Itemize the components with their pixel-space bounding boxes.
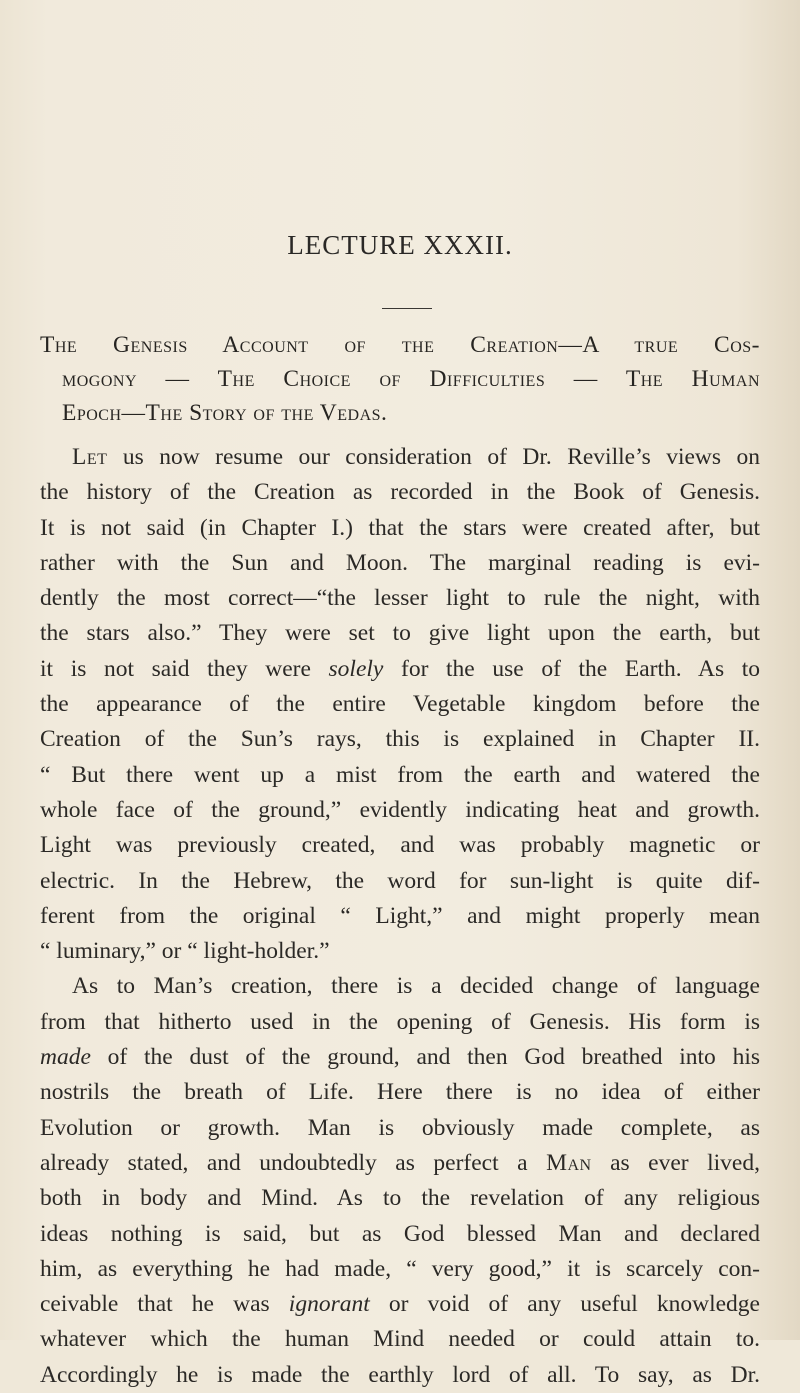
italic-word: ignorant <box>288 1291 370 1318</box>
paragraph-line: whatever which the human Mind needed or could attain to. <box>40 1326 760 1353</box>
paragraph-line: dently the most correct—“the lesser light to rule the night, with <box>40 585 760 612</box>
paragraph-line: It is not said (in Chapter I.) that the stars were created after, but <box>40 514 760 541</box>
body-text <box>40 440 760 1393</box>
paragraph-line: “ luminary,” or “ light-holder.” <box>40 938 330 965</box>
paragraph-line: As to Man’s creation, there is a decided change of language <box>72 973 760 1000</box>
paragraph-line <box>40 652 760 687</box>
italic-word: solely <box>328 655 384 682</box>
line-text: it is not said they were <box>40 655 329 682</box>
paragraph-line: electric. In the Hebrew, the word for sun-light is quite dif- <box>40 867 760 894</box>
paragraph-line: Accordingly he is made the earthly lord of all. To say, as Dr. <box>40 1361 760 1388</box>
line-text: of the dust of the ground, and then God breathed into his <box>90 1044 760 1071</box>
paragraph-line <box>40 1146 760 1181</box>
paragraph-line: ideas nothing is said, but as God blessed Man and declared <box>40 1220 760 1247</box>
paragraph-line: nostrils the breath of Life. Here there is no idea of either <box>40 1079 760 1106</box>
paragraph-line: the appearance of the entire Vegetable kingdom before the <box>40 691 760 718</box>
line-text: for the use of the Earth. As to <box>383 655 760 682</box>
paragraph-line <box>40 440 760 475</box>
synopsis-line: The Genesis Account of the Creation—A true Cos- <box>40 332 760 358</box>
paragraph-line <box>40 1040 760 1075</box>
paragraph-line: both in body and Mind. As to the revelation of any religious <box>40 1185 760 1212</box>
italic-word: made <box>40 1044 91 1071</box>
paragraph-line: the stars also.” They were set to give light upon the earth, but <box>40 620 760 647</box>
line-text: already stated, and undoubtedly as perfect a <box>40 1149 547 1176</box>
synopsis-line: Epoch—The Story of the Vedas. <box>62 400 388 426</box>
paragraph-line <box>40 1287 760 1322</box>
paragraph-line: from that hitherto used in the opening of Genesis. His form is <box>40 1008 760 1035</box>
paragraph-line: the history of the Creation as recorded in the Book of Genesis. <box>40 479 760 506</box>
paragraph-line: Light was previously created, and was probably magnetic or <box>40 832 760 859</box>
chapter-synopsis <box>40 328 760 430</box>
paragraph-line: “ But there went up a mist from the earth and watered the <box>40 761 760 788</box>
line-text: or void of any useful knowledge <box>369 1291 760 1318</box>
heading-divider <box>382 308 432 309</box>
lecture-heading: LECTURE XXXII. <box>287 230 513 260</box>
paragraph-line: rather with the Sun and Moon. The marginal reading is evi- <box>40 549 760 576</box>
drop-lead-word: Let <box>72 444 108 470</box>
paragraph-line: Evolution or growth. Man is obviously made complete, as <box>40 1114 760 1141</box>
small-caps-word: Man <box>546 1149 592 1176</box>
line-text: ceivable that he was <box>40 1291 289 1318</box>
paragraph-line: Creation of the Sun’s rays, this is explained in Chapter II. <box>40 726 760 753</box>
paragraph-line: him, as everything he had made, “ very good,” it is scarcely con- <box>40 1255 760 1282</box>
line-text: as ever lived, <box>591 1149 760 1176</box>
paragraph-line: ferent from the original “ Light,” and might properly mean <box>40 902 760 929</box>
synopsis-line: mogony — The Choice of Difficulties — The Human <box>62 366 760 392</box>
line-text: us now resume our consideration of Dr. Reville’s views on <box>107 444 760 470</box>
paragraph-line: whole face of the ground,” evidently indicating heat and growth. <box>40 796 760 823</box>
